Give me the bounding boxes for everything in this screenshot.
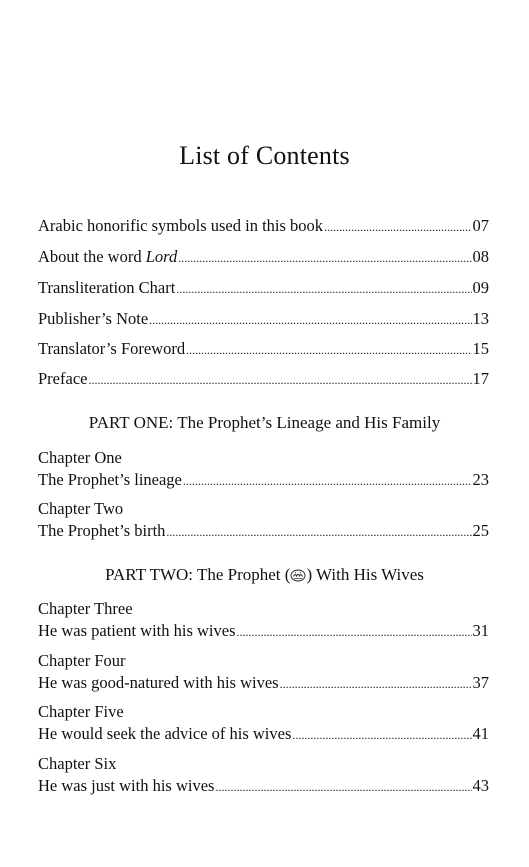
dot-leader	[149, 309, 471, 331]
chapter-heading: Chapter Three	[38, 599, 133, 618]
toc-page-number: 37	[472, 673, 489, 692]
dot-leader	[292, 724, 471, 746]
toc-entry-label: Preface	[38, 369, 88, 388]
toc-entry-prophets-lineage[interactable]	[38, 469, 489, 491]
toc-entry-label: He was good-natured with his wives	[38, 673, 279, 692]
toc-entry-label: He would seek the advice of his wives	[38, 724, 292, 743]
toc-page-number: 07	[472, 216, 489, 235]
honorific-seal-icon	[290, 566, 306, 580]
dot-leader	[280, 673, 472, 695]
toc-entry-label: Transliteration Chart	[38, 278, 176, 297]
toc-entry-good-natured-with-wives[interactable]	[38, 672, 489, 694]
toc-entry-translators-foreword[interactable]	[38, 338, 489, 360]
dot-leader	[237, 621, 472, 643]
toc-page-number: 43	[472, 776, 489, 795]
toc-page-number: 41	[472, 724, 489, 743]
dot-leader	[215, 776, 471, 798]
toc-page-number: 31	[472, 621, 489, 640]
dot-leader	[186, 339, 471, 361]
toc-page-number: 23	[472, 470, 489, 489]
part-one-heading: PART ONE: The Prophet’s Lineage and His Family	[88, 413, 441, 432]
dot-leader	[176, 278, 471, 300]
toc-entry-label: Publisher’s Note	[38, 309, 149, 328]
toc-entry-seek-advice-of-wives[interactable]	[38, 723, 489, 745]
toc-page-number: 25	[472, 521, 489, 540]
toc-page-number: 13	[472, 309, 489, 328]
toc-page-number: 15	[472, 339, 489, 358]
toc-entry-label	[38, 246, 177, 268]
toc-entry-label: He was patient with his wives	[38, 621, 236, 640]
chapter-heading: Chapter Two	[38, 499, 124, 518]
dot-leader	[166, 521, 471, 543]
toc-entry-label: The Prophet’s birth	[38, 521, 166, 540]
toc-entry-label: Translator’s Foreword	[38, 339, 186, 358]
toc-entry-transliteration-chart[interactable]	[38, 277, 489, 299]
toc-entry-honorific-symbols[interactable]	[38, 215, 489, 237]
toc-entry-preface[interactable]	[38, 368, 489, 390]
dot-leader	[183, 470, 472, 492]
chapter-heading: Chapter Four	[38, 651, 126, 670]
chapter-heading: Chapter Five	[38, 702, 124, 721]
part-two-heading-before: PART TWO: The Prophet (	[105, 565, 291, 584]
dot-leader	[88, 369, 471, 391]
part-two-heading-after: ) With His Wives	[306, 565, 424, 584]
part-two-heading	[0, 564, 529, 586]
toc-entry-word-lord[interactable]	[38, 246, 489, 268]
dot-leader	[324, 216, 471, 238]
chapter-heading: Chapter Six	[38, 754, 117, 773]
toc-entry-label: He was just with his wives	[38, 776, 215, 795]
toc-page-number: 08	[472, 247, 489, 266]
toc-entry-label-prefix: About the word	[38, 247, 146, 266]
dot-leader	[178, 247, 471, 269]
toc-entry-just-with-wives[interactable]	[38, 775, 489, 797]
toc-entry-label: Arabic honorific symbols used in this book	[38, 216, 324, 235]
chapter-heading: Chapter One	[38, 448, 122, 467]
toc-entry-publishers-note[interactable]	[38, 308, 489, 330]
toc-page-number: 17	[472, 369, 489, 388]
toc-entry-label-italic: Lord	[145, 247, 178, 266]
toc-entry-label: The Prophet’s lineage	[38, 470, 182, 489]
page-title: List of Contents	[179, 141, 350, 170]
toc-entry-patient-with-wives[interactable]	[38, 620, 489, 642]
toc-page-number: 09	[472, 278, 489, 297]
toc-entry-prophets-birth[interactable]	[38, 520, 489, 542]
